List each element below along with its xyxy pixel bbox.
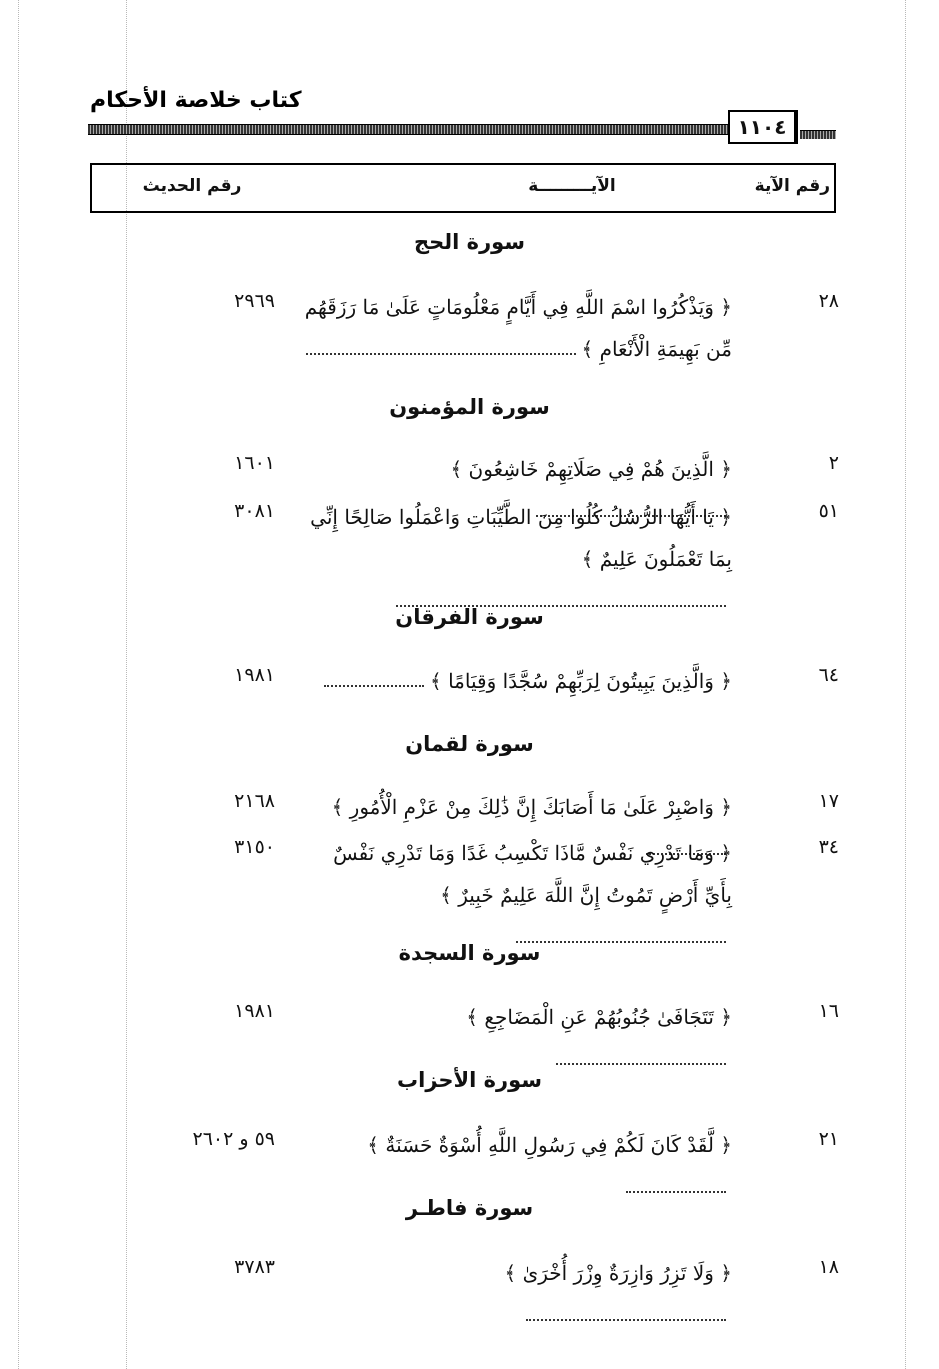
surah-title: سورة السجدة <box>398 941 541 965</box>
verse-text <box>302 660 732 702</box>
verse-text-content: ﴿ وَمَا تَدْرِي نَفْسٌ مَّاذَا تَكْسِبُ غَدًا وَمَا تَدْرِي نَفْسٌ بِأَيِّ أَرْضٍ تَمُوتُ إِنَّ اللَّهَ عَلِيمٌ خَبِيرٌ ﴾ <box>333 841 732 907</box>
hadith-number: ١٩٨١ <box>234 664 275 686</box>
header-rule-right <box>800 130 836 139</box>
verse-number: ٣٤ <box>818 836 839 858</box>
book-title: كتاب خلاصة الأحكام <box>90 88 302 113</box>
scan-guide-line <box>905 0 906 1369</box>
verse-text <box>302 1252 732 1336</box>
hadith-number: ١٩٨١ <box>234 1000 275 1022</box>
hadith-number: ٣١٥٠ <box>234 836 275 858</box>
dot-leader <box>306 347 576 355</box>
page-number: ١١٠٤ <box>728 110 798 144</box>
surah-title: سورة الأحزاب <box>397 1068 542 1092</box>
column-header-hadith-number: رقم الحديث <box>142 176 242 196</box>
header-rule <box>88 124 728 135</box>
column-header-verse-number: رقم الآية <box>754 176 830 196</box>
verse-number: ٢ <box>828 452 839 474</box>
verse-text-content: ﴿ وَاصْبِرْ عَلَىٰ مَا أَصَابَكَ إِنَّ ذَٰلِكَ مِنْ عَزْمِ الْأُمُورِ ﴾ <box>331 795 732 819</box>
surah-title: سورة الفرقان <box>395 605 544 629</box>
hadith-number: ١٦٠١ <box>234 452 275 474</box>
dot-leader <box>626 1185 726 1193</box>
verse-text-content: ﴿ وَيَذْكُرُوا اسْمَ اللَّهِ فِي أَيَّامٍ مَعْلُومَاتٍ عَلَىٰ مَا رَزَقَهُم مِّن بَهِيمَةِ الْأَنْعَامِ ﴾ <box>304 295 732 361</box>
verse-number: ٥١ <box>818 500 839 522</box>
hadith-number: ٢١٦٨ <box>234 790 275 812</box>
verse-number: ١٦ <box>818 1000 839 1022</box>
verse-number: ١٧ <box>818 790 839 812</box>
verse-text-content: ﴿ الَّذِينَ هُمْ فِي صَلَاتِهِمْ خَاشِعُونَ ﴾ <box>450 457 732 481</box>
verse-text <box>302 832 732 958</box>
hadith-number: ٣٠٨١ <box>234 500 275 522</box>
verse-text-content: ﴿ يَا أَيُّهَا الرُّسُلُ كُلُوا مِنَ الطَّيِّبَاتِ وَاعْمَلُوا صَالِحًا إِنِّي بِمَا تَعْمَلُونَ عَلِيمٌ ﴾ <box>310 505 732 571</box>
hadith-number: ٥٩ و ٢٦٠٢ <box>192 1128 275 1150</box>
dot-leader <box>324 679 424 687</box>
surah-title: سورة المؤمنون <box>389 395 550 419</box>
hadith-number: ٣٧٨٣ <box>234 1256 275 1278</box>
verse-text <box>302 286 732 370</box>
verse-text-content: ﴿ وَالَّذِينَ يَبِيتُونَ لِرَبِّهِمْ سُجَّدًا وَقِيَامًا ﴾ <box>430 669 732 693</box>
verse-text-content: ﴿ تَتَجَافَىٰ جُنُوبُهُمْ عَنِ الْمَضَاجِعِ ﴾ <box>466 1005 732 1029</box>
verse-number: ٢٨ <box>818 290 839 312</box>
verse-text-content: ﴿ لَّقَدْ كَانَ لَكُمْ فِي رَسُولِ اللَّهِ أُسْوَةٌ حَسَنَةٌ ﴾ <box>367 1133 732 1157</box>
surah-title: سورة لقمان <box>405 732 534 756</box>
column-header-verse: الآيـــــــــة <box>528 176 616 196</box>
dot-leader <box>556 1057 726 1065</box>
verse-number: ١٨ <box>818 1256 839 1278</box>
verse-number: ٢١ <box>818 1128 839 1150</box>
table-header <box>90 163 836 213</box>
verse-text-content: ﴿ وَلَا تَزِرُ وَازِرَةٌ وِزْرَ أُخْرَىٰ ﴾ <box>504 1261 732 1285</box>
surah-title: سورة الحج <box>414 230 525 254</box>
surah-title: سورة فاطـر <box>405 1196 534 1220</box>
scan-guide-line <box>18 0 19 1369</box>
verse-number: ٦٤ <box>818 664 839 686</box>
dot-leader <box>526 1313 726 1321</box>
verse-text <box>302 496 732 622</box>
hadith-number: ٢٩٦٩ <box>234 290 275 312</box>
